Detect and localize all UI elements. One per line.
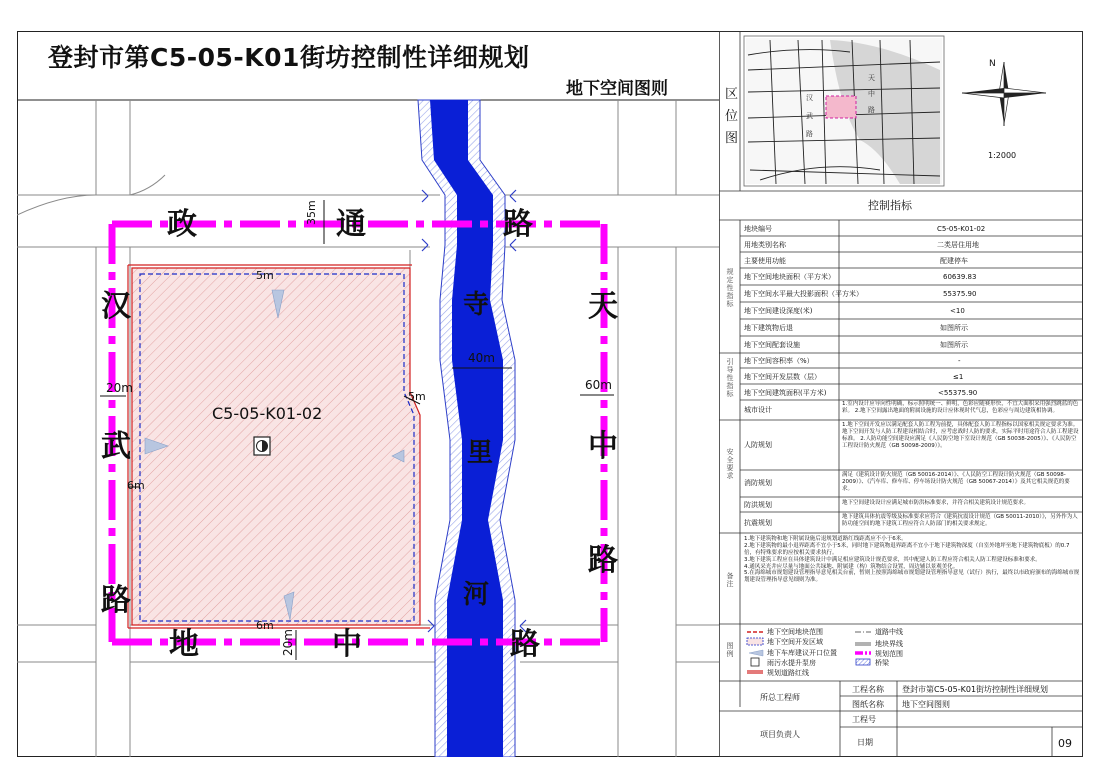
road-west-char-2: 武 (101, 429, 131, 464)
row-label-parcel-area: 地下空间地块面积（平方米） (744, 273, 835, 281)
north-arrow-icon (962, 59, 1046, 126)
row-value-far: - (958, 357, 961, 365)
row-value-function: 配建停车 (940, 257, 968, 265)
dim-south-road: 20m (281, 629, 295, 656)
row-value-projection-area: 55375.90 (943, 290, 977, 298)
row-value-facilities: 如图所示 (940, 341, 968, 349)
drawing-name-label: 图纸名称 (852, 700, 884, 709)
row-value-setback: 如图所示 (940, 324, 968, 332)
road-west-char-1: 汉 (101, 289, 131, 324)
chief-engineer-label: 所总工程师 (760, 693, 800, 702)
location-label-2: 位 (725, 109, 739, 124)
north-label: N (989, 59, 996, 69)
river-char-3: 河 (463, 580, 490, 610)
row-label-parcel-no: 地块编号 (744, 225, 772, 233)
road-south-char-2: 中 (332, 627, 362, 662)
project-name-label: 工程名称 (852, 685, 884, 694)
dim-west-road: 20m (106, 381, 133, 395)
road-north-char-3: 路 (503, 207, 533, 242)
group-safety: 安全要求 (726, 448, 734, 481)
group-mandatory: 规定性指标 (726, 268, 734, 309)
legend-parcel-range: 地下空间地块范围 (767, 628, 823, 636)
row-label-facilities: 地下空间配套设施 (744, 341, 800, 349)
location-label-1: 区 (725, 87, 739, 102)
pump-room-icon (254, 437, 270, 455)
row-label-urban-design: 城市设计 (744, 406, 772, 414)
control-title: 控制指标 (868, 199, 912, 212)
row-label-projection-area: 地下空间水平最大投影面积（平方米） (744, 290, 863, 298)
road-east-char-2: 中 (588, 429, 618, 464)
row-text-civil-defense: 1.地下空间开发应以满足配套人防工程为前提，具体配套人防工程指标以国家相关规定要求为准。地下空间开发与人防工程建设相结合时，应考虑战时人防的要求，实际平时用途符合人防工程建设标准。 2.人防功能空间建设应满足《人民防空地下室设计规范（GB 50038-2005）》、《人民防空工程设计防火规范（GB 50098-2009）》。 (842, 422, 1079, 449)
row-text-flood: 地下空间建设设计应满足城市防洪标准要求，并符合相关建筑设计规范要求。 (842, 500, 1030, 506)
location-label-3: 图 (725, 131, 739, 146)
drawing-name-value: 地下空间图则 (902, 700, 950, 709)
row-value-land-use: 二类居住用地 (937, 241, 979, 249)
river-char-1: 寺 (463, 290, 490, 320)
river-char-2: 里 (467, 438, 494, 468)
group-legend: 图例 (726, 642, 734, 659)
minimap-label-2: 武 (806, 112, 813, 120)
sheet-number: 09 (1058, 737, 1072, 750)
row-text-seismic: 地下建筑具体抗震等级及标准要求应符合《建筑抗震设计规范（GB 50011-2010）》，另外作为人防功能空间的地下建筑工程应符合人防部门的相关要求规定。 (842, 514, 1078, 527)
row-value-parcel-area: 60639.83 (943, 273, 977, 281)
row-label-floor-area: 地下空间建筑面积(平方米) (744, 389, 827, 397)
row-value-depth: <10 (950, 307, 965, 315)
location-map (746, 38, 942, 184)
project-no-label: 工程号 (852, 715, 876, 724)
minimap-label-1: 汉 (806, 94, 813, 102)
legend-bridge: 桥梁 (875, 659, 889, 667)
minimap-label-5: 中 (868, 90, 875, 98)
dim-south-setback: 6m (256, 619, 274, 632)
parcel-id-label: C5-05-K01-02 (212, 404, 323, 423)
group-guiding: 引导性指标 (726, 358, 734, 399)
road-east-char-3: 路 (588, 543, 618, 578)
row-value-floor-area: <55375.90 (938, 389, 978, 397)
date-label: 日期 (857, 738, 873, 747)
row-label-setback: 地下建筑物后退 (744, 324, 793, 332)
page-title: 登封市第C5-05-K01街坊控制性详细规划 (48, 43, 530, 72)
project-manager-label: 项目负责人 (760, 730, 800, 739)
row-label-function: 主要使用功能 (744, 257, 786, 265)
row-text-urban-design: 1.室内设计应导向性明确，标示照明统一、鲜明，色彩应随赛形快，不宜大面积采用强烈跳蓝的色彩。 2.地下空间露出地面的附属设施的设计应体现时代气息，色彩应与周边建筑相协调。 (842, 401, 1079, 414)
row-label-floors: 地下空间开发层数（层） (744, 373, 821, 381)
road-north-char-1: 政 (167, 207, 197, 242)
minimap-label-6: 路 (868, 106, 875, 114)
dim-north-setback: 5m (256, 269, 274, 282)
project-name-value: 登封市第C5-05-K01街坊控制性详细规划 (902, 685, 1049, 694)
row-label-flood: 防洪规划 (744, 501, 772, 509)
row-label-land-use: 用地类别名称 (744, 241, 786, 249)
group-notes: 备注 (726, 572, 734, 589)
legend-parcel-line: 地块界线 (875, 640, 903, 648)
road-north-char-2: 通 (336, 207, 366, 242)
row-label-fire: 消防规划 (744, 479, 772, 487)
row-value-floors: ≤1 (953, 373, 964, 381)
row-label-far: 地下空间容积率（%） (744, 357, 814, 365)
road-west-char-3: 路 (101, 583, 131, 618)
legend-red-line: 规划道路红线 (767, 669, 809, 677)
river-si-li-he (418, 100, 515, 757)
legend-garage-opening: 地下车库建议开口位置 (767, 649, 837, 657)
dim-west-setback: 6m (127, 479, 145, 492)
road-south-char-1: 地 (169, 627, 199, 662)
row-label-seismic: 抗震规划 (744, 519, 772, 527)
minimap-label-3: 路 (806, 130, 813, 138)
row-text-fire: 满足《建筑设计防火规范（GB 50016-2014）》、《人民防空工程设计防火规范（GB 50098-2009）》、《汽车库、修车库、停车场设计防火规范（GB 50067-2014）》及其它相关规范的要求。 (842, 472, 1070, 492)
minimap-label-4: 天 (868, 74, 875, 82)
road-south-char-3: 路 (510, 627, 540, 662)
dim-river: 40m (468, 351, 495, 365)
row-label-civil-defense: 人防规划 (744, 441, 772, 449)
legend-pump-room: 雨污水提升泵房 (767, 659, 816, 667)
dim-east-road: 60m (585, 378, 612, 392)
row-value-parcel-no: C5-05-K01-02 (937, 225, 986, 233)
legend-centerline: 道路中线 (875, 628, 903, 636)
dim-north-road: 35m (305, 200, 318, 225)
legend-dev-area: 地下空间开发区域 (767, 638, 823, 646)
parcel-c5-05-k01-02 (132, 268, 420, 625)
dim-east-setback: 5m (408, 390, 426, 403)
road-east-char-1: 天 (588, 289, 618, 324)
row-label-depth: 地下空间建设深度(米) (744, 307, 813, 315)
map-scale: 1:2000 (988, 151, 1017, 160)
legend-planning-range: 规划范围 (875, 650, 903, 658)
page-subtitle: 地下空间图则 (566, 79, 668, 99)
notes-text: 1.地下建筑物和地下附属设施后退规划道路红线距离应不小于6米。 2.地下建筑物的最小退界距离不宜小于5米，同时地下建筑物退界距离不宜小于地下建筑物深度（自室外地坪至地下建筑物底板）的0.7倍，有特殊要求的应按相关要求执行。 3.地下建筑工程应在具体建筑设计中满足相应建筑设计规范要求，其中配建人防工程应符合相关人防工程建设标准和要求。 4.通风采光井应尽量与地面公共绿地、附属建（构）筑物结合设置，周边辅以景观美化。 5.在海绵城市规划建设管理指导意见相关台前，暂则上按照海绵城市规划建设管理指导意见（试行）执行，最终以市政府颁布的海绵城市规划建设管理指导意见细则为准。 (744, 536, 1080, 584)
